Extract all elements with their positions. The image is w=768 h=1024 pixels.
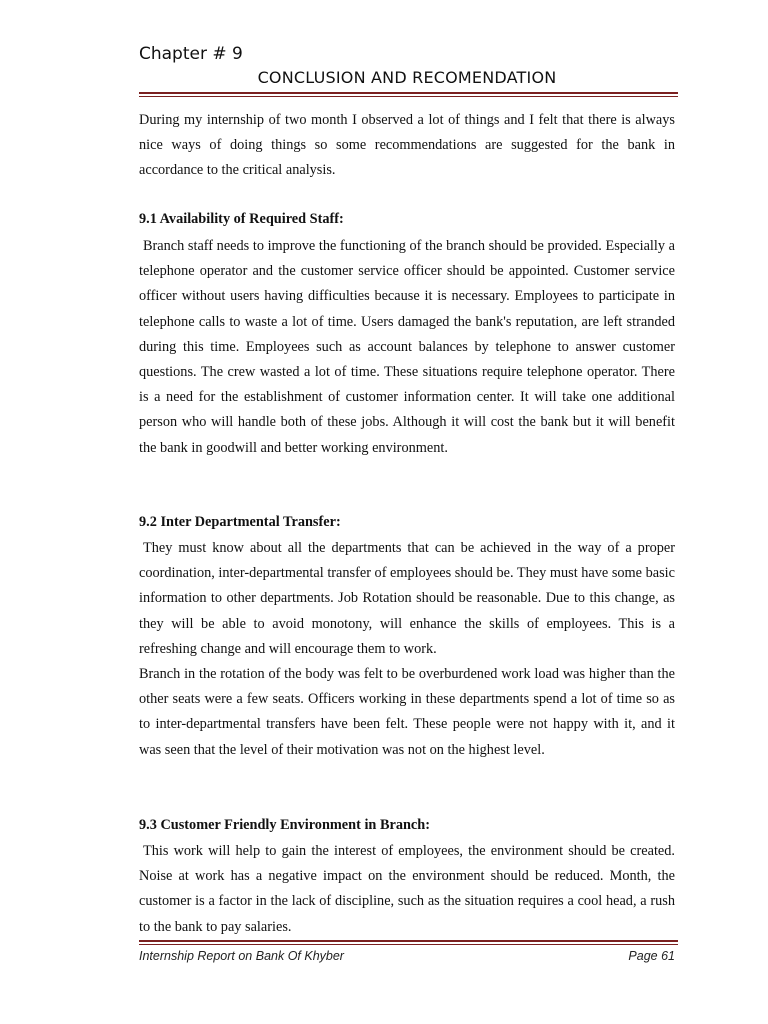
page-title: CONCLUSION AND RECOMENDATION	[257, 68, 557, 87]
header-rule-thick	[139, 92, 678, 94]
paragraph: Branch staff needs to improve the functioning of the branch should be provided. Especially a telephone operator and the customer service officer should be appointed. Customer service officer without users having difficulties because it is necessary. Employees to participate in telephone calls to waste a lot of time. Users damaged the bank's reputation, are left stranded during this time. Employees such as account balances by telephone to answer customer questions. The crew wasted a lot of time. These situations require telephone operator. There is a need for the establishment of customer information center. It will take one additional person who will handle both of these jobs. Although it will cost the bank but it will benefit the bank in goodwill and better working environment.	[139, 238, 675, 456]
section-body-9-3	[139, 839, 675, 940]
footer-rule-thick	[139, 940, 678, 942]
section-body-9-1	[139, 234, 675, 461]
paragraph: This work will help to gain the interest of employees, the environment should be created. Noise at work has a negative impact on the environment should be reduced. Month, the customer is a factor in the lack of discipline, such as the situation requires a cool head, a rush to the bank to pay salaries.	[139, 843, 675, 935]
section-heading-9-1: 9.1 Availability of Required Staff:	[139, 211, 344, 227]
section-heading-9-2: 9.2 Inter Departmental Transfer:	[139, 514, 341, 530]
header-rule-thin	[139, 96, 678, 97]
footer-page-number: Page 61	[628, 949, 675, 963]
section-heading-9-3: 9.3 Customer Friendly Environment in Branch:	[139, 817, 430, 833]
footer-rule-thin	[139, 944, 678, 945]
chapter-label: Chapter # 9	[139, 44, 243, 64]
paragraph: They must know about all the departments that can be achieved in the way of a proper coordination, inter-departmental transfer of employees should be. They must have some basic information to other departments. Job Rotation should be reasonable. Due to this change, as they will be able to avoid monotony, will enhance the skills of employees. This is a refreshing change and will encourage them to work.	[139, 540, 675, 657]
intro-paragraph	[139, 108, 675, 184]
section-body-9-2	[139, 536, 675, 763]
intro-text: During my internship of two month I observed a lot of things and I felt that there is always nice ways of doing things so some recommendations are suggested for the bank in accordance to the critical analysis.	[139, 112, 675, 179]
paragraph: Branch in the rotation of the body was felt to be overburdened work load was higher than the other seats were a few seats. Officers working in these departments spend a lot of time so as to inter-departmental transfers have been felt. These people were not happy with it, and it was seen that the level of their motivation was not on the highest level.	[139, 666, 675, 758]
footer-report-title: Internship Report on Bank Of Khyber	[139, 949, 344, 963]
